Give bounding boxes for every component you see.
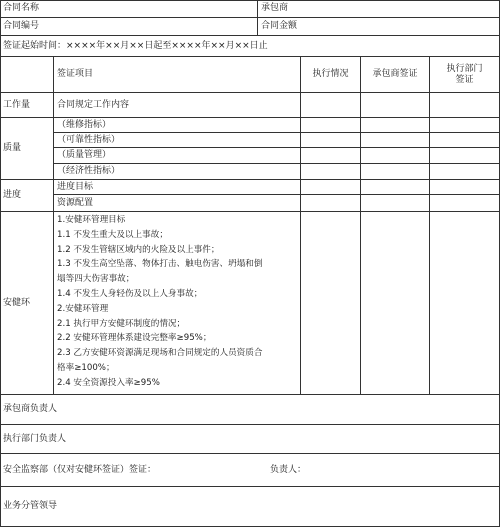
contract-name-label: 合同名称 xyxy=(0,0,258,18)
hse-line: 格率≥100%； xyxy=(57,362,115,373)
hse-execution[interactable] xyxy=(301,212,361,395)
hse-line: 2.安健环管理 xyxy=(57,303,109,314)
contractor-label: 承包商 xyxy=(258,0,500,18)
hse-line: 2.3 乙方安健环资源满足现场和合同规定的人员资质合 xyxy=(57,348,263,359)
hse-line: 塌等四大伤害事故； xyxy=(57,274,135,285)
hse-line: 1.2 不发生管辖区域内的火险及以上事件； xyxy=(57,244,220,255)
col-dept-sign-line1: 执行部门 xyxy=(446,63,483,74)
contract-no-label: 合同编号 xyxy=(0,18,258,36)
progress-item: 资源配置 xyxy=(54,195,301,212)
quality-execution[interactable] xyxy=(301,164,361,180)
col-execution-header: 执行情况 xyxy=(301,57,361,93)
quality-item: （可靠性指标） xyxy=(54,133,301,148)
hse-line: 1.4 不发生人身轻伤及以上人身事故； xyxy=(57,288,203,299)
workload-item: 合同规定工作内容 xyxy=(54,93,301,118)
hse-items xyxy=(54,212,301,395)
col-dept-sign-header xyxy=(430,57,500,93)
workload-execution[interactable] xyxy=(301,93,361,118)
quality-dept-sign[interactable] xyxy=(430,133,500,148)
visa-period: 签证起始时间：××××年××月××日起至××××年××月××日止 xyxy=(0,36,500,57)
hse-line: 2.2 安健环管理体系建设完整率≥95%； xyxy=(57,333,212,344)
quality-contractor-sign[interactable] xyxy=(361,133,430,148)
workload-contractor-sign[interactable] xyxy=(361,93,430,118)
quality-dept-sign[interactable] xyxy=(430,164,500,180)
safety-sign-row xyxy=(0,454,500,487)
progress-contractor-sign[interactable] xyxy=(361,180,430,195)
quality-contractor-sign[interactable] xyxy=(361,164,430,180)
progress-label: 进度 xyxy=(0,180,54,212)
progress-dept-sign[interactable] xyxy=(430,195,500,212)
progress-execution[interactable] xyxy=(301,180,361,195)
hse-line: 1.安健环管理目标 xyxy=(57,215,126,225)
hse-line: 2.4 安全资源投入率≥95% xyxy=(57,377,160,388)
quality-contractor-sign[interactable] xyxy=(361,118,430,133)
progress-dept-sign[interactable] xyxy=(430,180,500,195)
quality-item: （维修指标） xyxy=(54,118,301,133)
contract-amount-label: 合同金额 xyxy=(258,18,500,36)
business-lead-row: 业务分管领导 xyxy=(0,487,500,527)
progress-contractor-sign[interactable] xyxy=(361,195,430,212)
quality-dept-sign[interactable] xyxy=(430,148,500,164)
workload-label: 工作量 xyxy=(0,93,54,118)
quality-item: （质量管理） xyxy=(54,148,301,164)
hse-dept-sign[interactable] xyxy=(430,212,500,395)
quality-item: （经济性指标） xyxy=(54,164,301,180)
col-contractor-sign-header: 承包商签证 xyxy=(361,57,430,93)
hse-line: 1.1 不发生重大及以上事故； xyxy=(57,229,168,240)
hse-contractor-sign[interactable] xyxy=(361,212,430,395)
quality-label: 质量 xyxy=(0,118,54,180)
quality-execution[interactable] xyxy=(301,133,361,148)
safety-sign-label: 安全监察部（仅对安健环签证）签证： xyxy=(3,464,157,475)
quality-execution[interactable] xyxy=(301,118,361,133)
responsible-label: 负责人： xyxy=(270,464,307,475)
workload-dept-sign[interactable] xyxy=(430,93,500,118)
hse-line: 1.3 不发生高空坠落、物体打击、触电伤害、坍塌和倒 xyxy=(57,259,263,270)
hse-line: 2.1 执行甲方安健环制度的情况； xyxy=(57,318,186,329)
quality-contractor-sign[interactable] xyxy=(361,148,430,164)
dept-lead-row: 执行部门负责人 xyxy=(0,425,500,454)
progress-execution[interactable] xyxy=(301,195,361,212)
quality-dept-sign[interactable] xyxy=(430,118,500,133)
quality-execution[interactable] xyxy=(301,148,361,164)
contractor-lead-row: 承包商负责人 xyxy=(0,395,500,425)
progress-item: 进度目标 xyxy=(54,180,301,195)
header-blank xyxy=(0,57,54,93)
col-dept-sign-line2: 签证 xyxy=(455,74,474,85)
hse-label: 安健环 xyxy=(0,212,54,395)
col-item-header: 签证项目 xyxy=(54,57,301,93)
